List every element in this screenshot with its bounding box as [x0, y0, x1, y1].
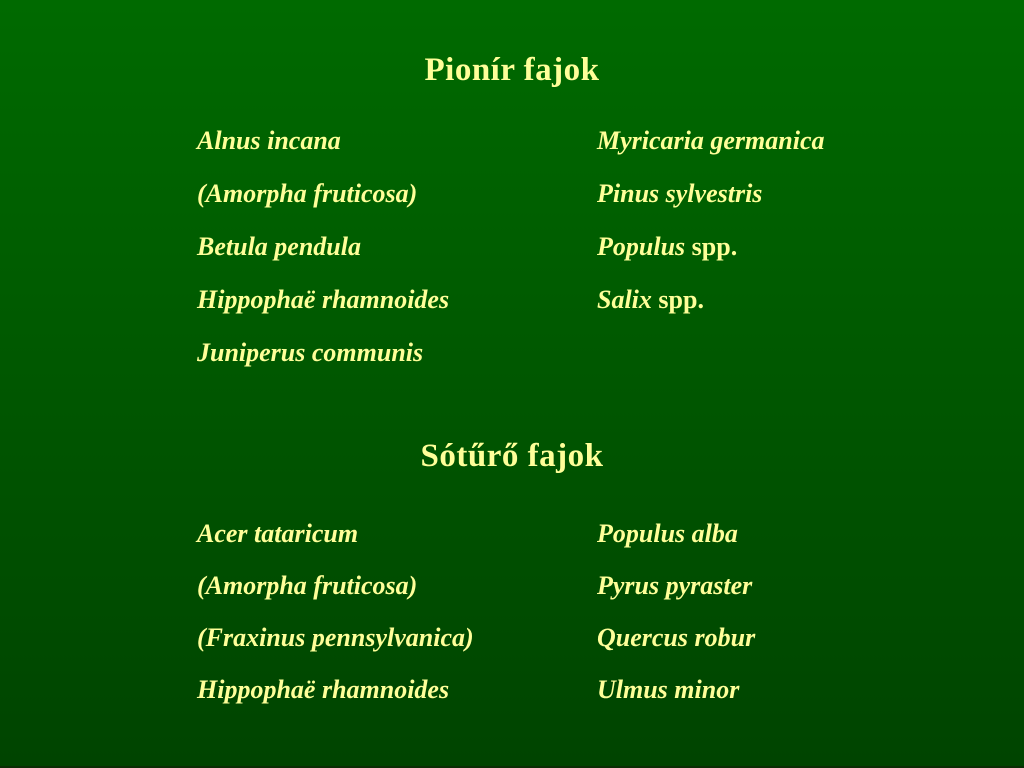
pioneer-section-title: Pionír fajok [424, 52, 600, 88]
species-name: (Amorpha fruticosa) [197, 571, 418, 600]
species-item [597, 220, 825, 273]
species-name: Populus alba [597, 519, 738, 548]
species-item [197, 508, 474, 560]
species-suffix: spp. [685, 232, 738, 261]
salt-species-column-right [597, 508, 755, 716]
species-item [197, 612, 474, 664]
species-item [597, 114, 825, 167]
species-item [197, 560, 474, 612]
species-name: Juniperus communis [197, 338, 424, 367]
species-name: Hippophaë rhamnoides [197, 285, 450, 314]
species-item [597, 560, 755, 612]
species-item [197, 664, 474, 716]
species-item [597, 273, 825, 326]
pioneer-species-column-right [597, 114, 825, 326]
species-item [597, 664, 755, 716]
species-item [197, 114, 449, 167]
species-item [597, 612, 755, 664]
species-name: Pinus sylvestris [597, 179, 763, 208]
species-name: Populus [597, 232, 686, 261]
species-name: Betula pendula [197, 232, 361, 261]
species-name: Alnus incana [197, 126, 341, 155]
species-name: Quercus robur [597, 623, 756, 652]
species-item [597, 508, 755, 560]
pioneer-species-column-left [197, 114, 449, 379]
species-item [197, 326, 449, 379]
salt-species-column-left [197, 508, 474, 716]
species-item [197, 167, 449, 220]
species-name: (Amorpha fruticosa) [197, 179, 418, 208]
species-item [197, 220, 449, 273]
species-name: Salix [597, 285, 652, 314]
species-name: Hippophaë rhamnoides [197, 675, 450, 704]
species-name: Myricaria germanica [597, 126, 825, 155]
species-name: Pyrus pyraster [597, 571, 753, 600]
salt-tolerant-section-title: Sótűrő fajok [420, 438, 604, 474]
species-name: (Fraxinus pennsylvanica) [197, 623, 474, 652]
species-item [597, 167, 825, 220]
species-name: Acer tataricum [197, 519, 359, 548]
species-name: Ulmus minor [597, 675, 740, 704]
species-suffix: spp. [651, 285, 704, 314]
species-item [197, 273, 449, 326]
